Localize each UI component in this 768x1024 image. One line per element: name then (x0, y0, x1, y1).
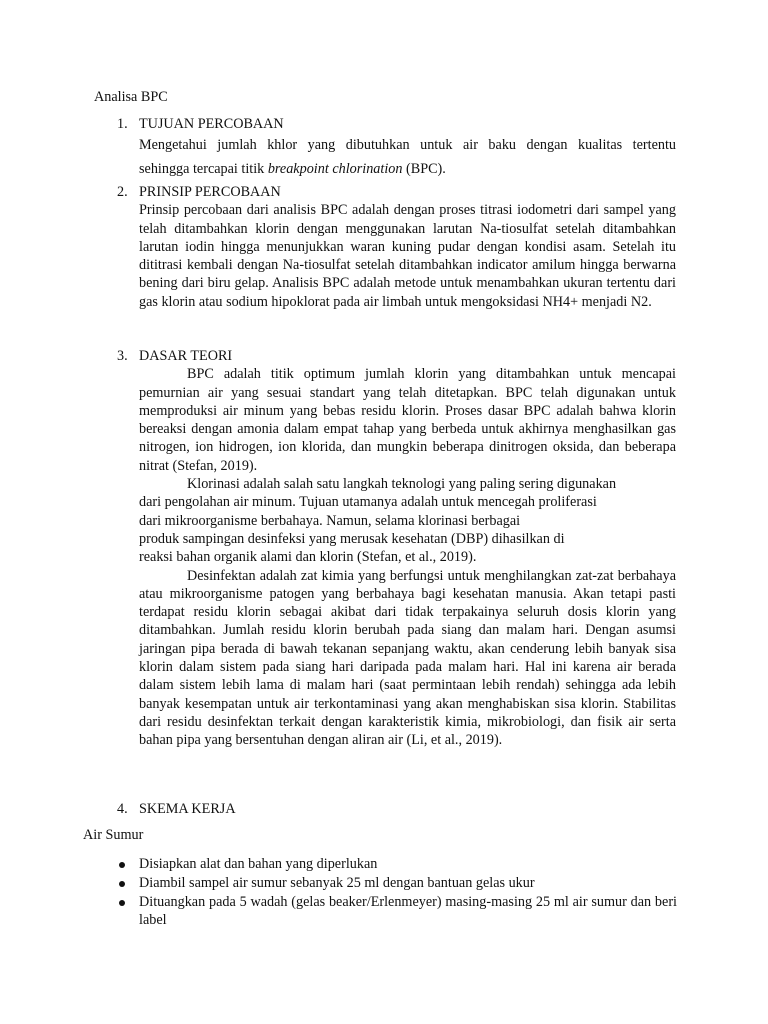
subheading-air-sumur: Air Sumur (83, 827, 144, 843)
section-heading (117, 800, 677, 818)
section-number: 2. (117, 184, 128, 200)
section-title: DASAR TEORI (139, 348, 233, 364)
section-dasar-teori (117, 347, 677, 750)
body-text: (BPC). (402, 161, 446, 178)
body-paragraph: BPC adalah titik optimum jumlah klorin yang ditambahkan untuk mencapai pemurnian air yang sesuai standart yang telah ditetapkan. BPC telah digunakan untuk memproduksi air minum yang bebas residu klorin. Proses dasar BPC adalah bahwa klorin bereaksi dengan amonia dalam empat tahap yang berbeda untuk akhirnya menghasilkan gas nitrogen, ion hidrogen, ion klorida, dan mungkin beberapa dinitrogen oksida, dan beberapa nitrat (Stefan, 2019). (139, 366, 676, 474)
section-tujuan-percobaan (117, 115, 677, 181)
list-item (117, 874, 677, 892)
bullet-icon (119, 900, 125, 906)
list-item-text: Dituangkan pada 5 wadah (gelas beaker/Erlenmeyer) masing-masing 25 ml air sumur dan beri label (139, 894, 677, 929)
body-paragraph: Desinfektan adalah zat kimia yang berfungsi untuk menghilangkan zat-zat berbahaya atau mikroorganisme patogen yang berbahaya bagi kesehatan manusia. Akan tetapi pasti terdapat residu klorin sebagai akibat dari tidak terpakainya seluruh dosis klorin yang ditambahkan. Jumlah residu klorin berubah pada siang dan malam hari. Dengan asumsi jaringan pipa berada di bawah tekanan sepanjang waktu, akan cenderung lebih banyak sisa klorin dalam sistem pada siang hari daripada pada malam hari. Hal ini karena air berada dalam sistem lebih lama di malam hari (saat permintaan lebih rendah) sehingga ada lebih banyak kesempatan untuk air terkontaminasi yang akan menghabiskan sisa klorin. Stabilitas dari residu desinfektan terkait dengan karakteristik kimia, mikrobiologi, dan fisik air serta bahan pipa yang bersentuhan dengan aliran air (Li, et al., 2019). (139, 567, 676, 749)
section-body (139, 133, 676, 181)
paragraph-line: produk sampingan desinfeksi yang merusak kesehatan (DBP) dihasilkan di (139, 530, 565, 547)
section-title: PRINSIP PERCOBAAN (139, 184, 281, 200)
paragraph-line: Klorinasi adalah salah satu langkah teknologi yang paling sering digunakan (187, 476, 617, 493)
bullet-icon (119, 862, 125, 868)
section-title: TUJUAN PERCOBAAN (139, 116, 284, 132)
section-prinsip-percobaan (117, 183, 677, 311)
list-item (117, 855, 677, 873)
body-text: sehingga tercapai titik (139, 161, 268, 178)
section-heading (117, 115, 677, 133)
paragraph-line: reaksi bahan organik alami dan klorin (Stefan, et al., 2019). (139, 549, 477, 566)
section-number: 1. (117, 116, 128, 132)
list-item-text: Disiapkan alat dan bahan yang diperlukan (139, 856, 378, 872)
body-paragraph (139, 475, 676, 566)
section-number: 3. (117, 348, 128, 364)
document-title: Analisa BPC (94, 89, 168, 105)
section-body (139, 365, 676, 749)
italic-term: breakpoint chlorination (267, 161, 403, 178)
paragraph-line: dari pengolahan air minum. Tujuan utamanya adalah untuk mencegah proliferasi (139, 494, 597, 511)
section-title: SKEMA KERJA (139, 801, 236, 817)
bullet-icon (119, 881, 125, 887)
section-heading (117, 347, 677, 365)
list-item-text: Diambil sampel air sumur sebanyak 25 ml dengan bantuan gelas ukur (139, 875, 535, 892)
section-heading (117, 183, 677, 201)
list-item (117, 893, 677, 930)
bullet-list (117, 855, 677, 931)
body-line (139, 157, 676, 181)
paragraph-line: dari mikroorganisme berbahaya. Namun, selama klorinasi berbagai (139, 512, 521, 529)
section-skema-kerja (117, 800, 677, 818)
section-body (139, 201, 676, 311)
section-number: 4. (117, 801, 128, 817)
body-line: Mengetahui jumlah khlor yang dibutuhkan untuk air baku dengan kualitas tertentu (139, 137, 676, 154)
body-paragraph: Prinsip percobaan dari analisis BPC adalah dengan proses titrasi iodometri dari sampel yang telah ditambahkan klorin dengan menggunakan larutan Na-tiosulfat setelah ditambahkan larutan iodin hingga menunjukkan waran kuning pudar dengan kondisi asam. Setelah itu dititrasi kembali dengan Na-tiosulfat setelah ditambahkan indicator amilum hingga berwarna bening dari biru gelap. Analisis BPC adalah metode untuk menambahkan ukuran tertentu dari gas klorin atau sodium hipoklorat pada air limbah untuk mengoksidasi NH4+ menjadi N2. (139, 202, 676, 310)
